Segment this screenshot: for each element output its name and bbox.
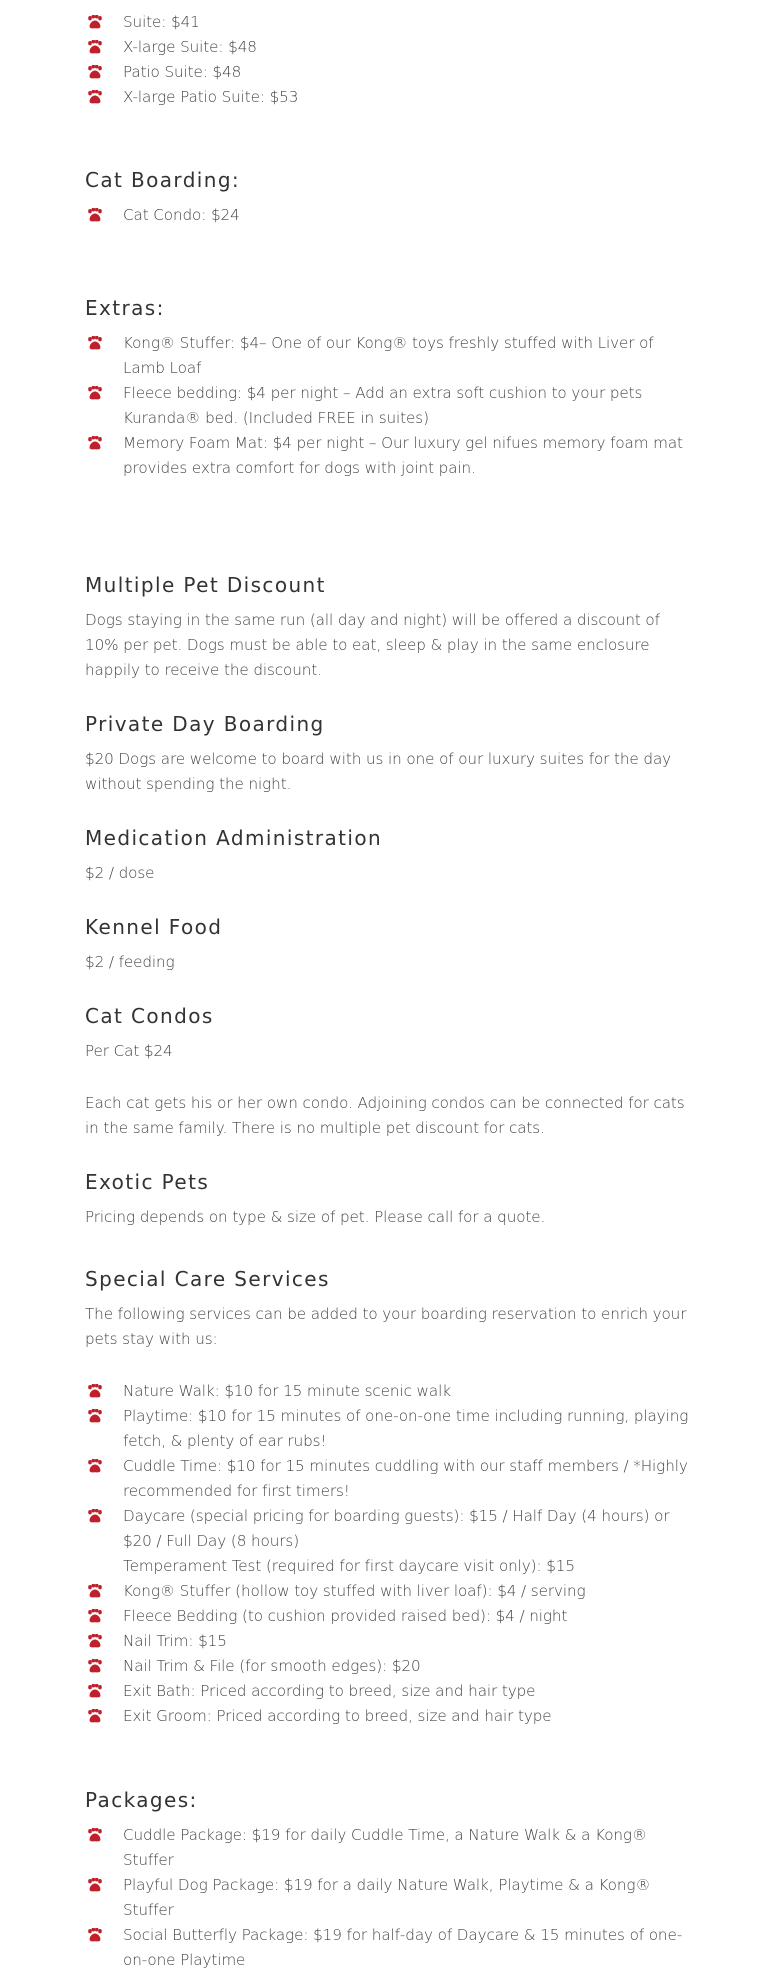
- list-item: Playful Dog Package: $19 for a daily Nature Walk, Playtime & a Kong® Stuffer: [85, 1873, 690, 1923]
- list-item: Memory Foam Mat: $4 per night – Our luxury gel nifues memory foam mat provides extra comfort for dogs with joint pain.: [85, 431, 690, 481]
- list-item: Nature Walk: $10 for 15 minute scenic walk: [85, 1379, 690, 1404]
- paw-icon: [87, 90, 103, 105]
- special-care-intro: The following services can be added to your boarding reservation to enrich your pets stay with us:: [85, 1305, 687, 1348]
- paw-icon: [87, 1828, 103, 1843]
- paw-icon: [87, 1878, 103, 1893]
- paw-icon: [87, 1584, 103, 1599]
- list-item: Fleece Bedding (to cushion provided raised bed): $4 / night: [85, 1604, 690, 1629]
- paw-icon: [87, 208, 103, 223]
- paw-icon: [87, 1684, 103, 1699]
- list-item: Cat Condo: $24: [85, 203, 690, 228]
- kennel-food-heading: Kennel Food: [85, 915, 223, 939]
- cat-boarding-list: [85, 203, 690, 228]
- paw-icon: [87, 40, 103, 55]
- paw-icon: [87, 386, 103, 401]
- packages-list: [85, 1823, 690, 1973]
- exotic-pets-text: Pricing depends on type & size of pet. Please call for a quote.: [85, 1208, 546, 1226]
- medication-heading: Medication Administration: [85, 826, 383, 850]
- exotic-pets-heading: Exotic Pets: [85, 1170, 210, 1194]
- paw-icon: [87, 1409, 103, 1424]
- list-item: Daycare (special pricing for boarding guests): $15 / Half Day (4 hours) or $20 / Full Day (8 hours): [85, 1504, 690, 1554]
- list-item: Nail Trim: $15: [85, 1629, 690, 1654]
- paw-icon: [87, 1509, 103, 1524]
- packages-heading: Packages:: [85, 1788, 198, 1812]
- paw-icon: [87, 1709, 103, 1724]
- multiple-pet-discount-text: Dogs staying in the same run (all day and night) will be offered a discount of 10% per pet. Dogs must be able to eat, sleep & play in the same enclosure happily to receive the discount.: [85, 611, 660, 679]
- medication-text: $2 / dose: [85, 864, 155, 882]
- paw-icon: [87, 1459, 103, 1474]
- dog-boarding-list: [85, 10, 690, 110]
- paw-icon: [87, 336, 103, 351]
- list-item: Kong® Stuffer (hollow toy stuffed with liver loaf): $4 / serving: [85, 1579, 690, 1604]
- multiple-pet-discount-heading: Multiple Pet Discount: [85, 573, 326, 597]
- list-item: Kong® Stuffer: $4– One of our Kong® toys freshly stuffed with Liver of Lamb Loaf: [85, 331, 690, 381]
- kennel-food-text: $2 / feeding: [85, 953, 175, 971]
- cat-condos-text: Each cat gets his or her own condo. Adjoining condos can be connected for cats in the same family. There is no multiple pet discount for cats.: [85, 1094, 685, 1137]
- list-item: Exit Groom: Priced according to breed, size and hair type: [85, 1704, 690, 1729]
- list-item: X-large Suite: $48: [85, 35, 690, 60]
- paw-icon: [87, 1659, 103, 1674]
- private-day-boarding-heading: Private Day Boarding: [85, 712, 325, 736]
- paw-icon: [87, 1928, 103, 1943]
- list-item: Suite: $41: [85, 10, 690, 35]
- list-item: X-large Patio Suite: $53: [85, 85, 690, 110]
- extras-list: [85, 331, 690, 481]
- paw-icon: [87, 436, 103, 451]
- cat-boarding-heading: Cat Boarding:: [85, 168, 241, 192]
- list-item: Cuddle Package: $19 for daily Cuddle Time, a Nature Walk & a Kong® Stuffer: [85, 1823, 690, 1873]
- paw-icon: [87, 65, 103, 80]
- cat-condos-price: Per Cat $24: [85, 1042, 173, 1060]
- list-item: Cuddle Time: $10 for 15 minutes cuddling with our staff members / *Highly recommended for first timers!: [85, 1454, 690, 1504]
- list-item: Fleece bedding: $4 per night – Add an extra soft cushion to your pets Kuranda® bed. (Included FREE in suites): [85, 381, 690, 431]
- list-item: Social Butterfly Package: $19 for half-day of Daycare & 15 minutes of one-on-one Playtime: [85, 1923, 690, 1973]
- list-item: Patio Suite: $48: [85, 60, 690, 85]
- paw-icon: [87, 15, 103, 30]
- list-item: Temperament Test (required for first daycare visit only): $15: [123, 1557, 575, 1575]
- list-item: Playtime: $10 for 15 minutes of one-on-one time including running, playing fetch, & plenty of ear rubs!: [85, 1404, 690, 1454]
- paw-icon: [87, 1634, 103, 1649]
- paw-icon: [87, 1384, 103, 1399]
- special-care-list: [85, 1379, 690, 1729]
- list-item: Nail Trim & File (for smooth edges): $20: [85, 1654, 690, 1679]
- list-item: Exit Bath: Priced according to breed, size and hair type: [85, 1679, 690, 1704]
- extras-heading: Extras:: [85, 296, 165, 320]
- cat-condos-heading: Cat Condos: [85, 1004, 214, 1028]
- special-care-heading: Special Care Services: [85, 1267, 330, 1291]
- private-day-boarding-text: $20 Dogs are welcome to board with us in one of our luxury suites for the day without spending the night.: [85, 750, 672, 793]
- paw-icon: [87, 1609, 103, 1624]
